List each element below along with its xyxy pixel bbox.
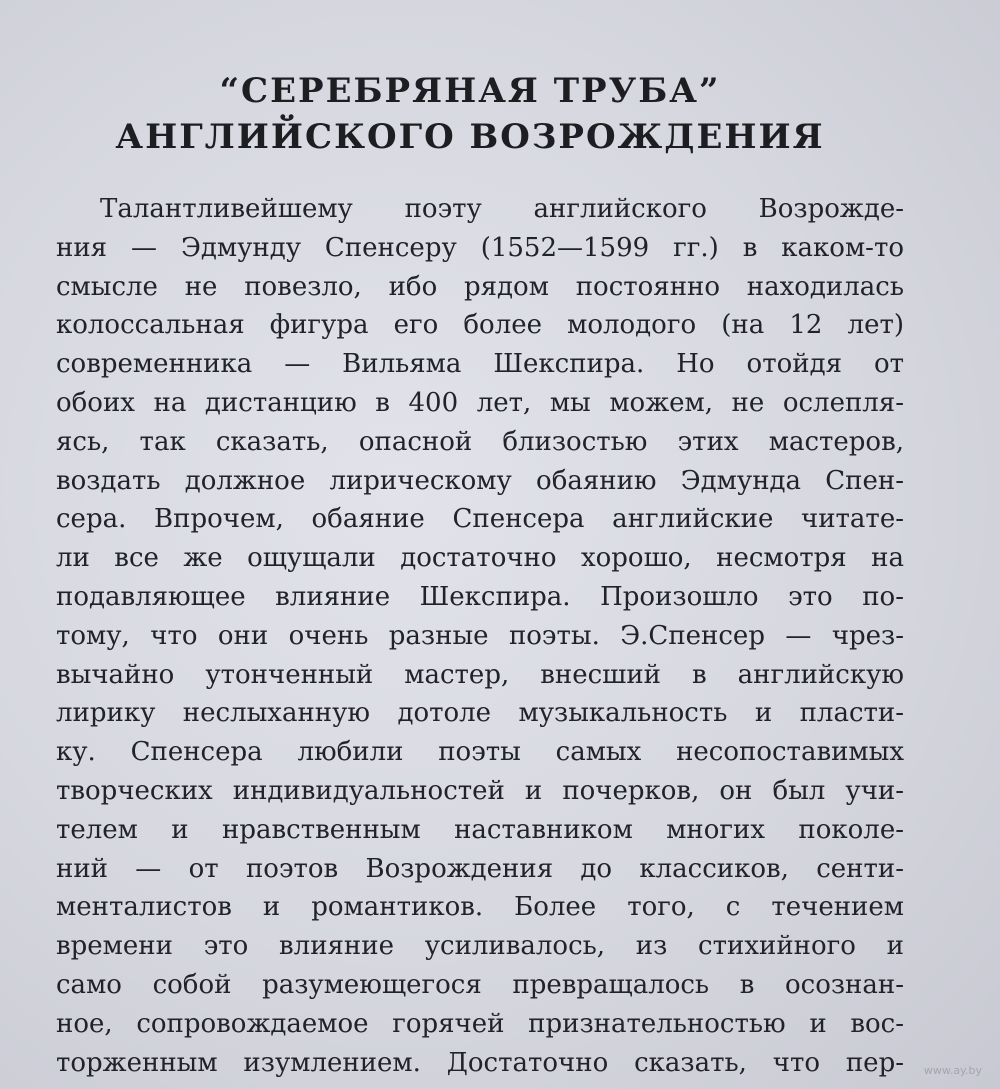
text-line: Талантливейшему поэту английского Возрожде- xyxy=(100,194,904,224)
text-line: ку. Спенсера любили поэты самых несопоставимых xyxy=(56,737,904,768)
text-line: сера. Впрочем, обаяние Спенсера английские читате- xyxy=(56,504,904,535)
text-line: ний — от поэтов Возрождения до классиков, сенти- xyxy=(56,853,904,884)
text-line: менталистов и романтиков. Более того, с течением xyxy=(56,892,904,923)
text-line: обоих на дистанцию в 400 лет, мы можем, не ослепля- xyxy=(56,387,904,418)
text-line: торженным изумлением. Достаточно сказать, что пер- xyxy=(56,1047,904,1078)
text-line: современника — Вильяма Шекспира. Но отойдя от xyxy=(56,349,904,380)
body-paragraph xyxy=(56,190,904,1082)
text-line: подавляющее влияние Шекспира. Произошло это по- xyxy=(56,581,904,612)
text-line: времени это влияние усиливалось, из стихийного и xyxy=(56,931,904,962)
text-line: ли все же ощущали достаточно хорошо, несмотря на xyxy=(56,543,904,574)
text-line: вычайно утонченный мастер, внесший в английскую xyxy=(56,659,904,690)
text-line: ясь, так сказать, опасной близостью этих мастеров, xyxy=(56,426,904,457)
text-line: само собой разумеющегося превращалось в осознан- xyxy=(56,969,904,1000)
text-line: лирику неслыханную дотоле музыкальность и пласти- xyxy=(56,698,904,729)
chapter-title xyxy=(0,68,940,160)
site-watermark: www.ay.by xyxy=(923,1064,982,1077)
text-line: колоссальная фигура его более молодого (на 12 лет) xyxy=(56,310,904,341)
text-line: тому, что они очень разные поэты. Э.Спенсер — чрез- xyxy=(56,620,904,651)
chapter-title-line-1: “СЕРЕБРЯНАЯ ТРУБА” xyxy=(219,71,721,111)
text-line: воздать должное лирическому обаянию Эдмунда Спен- xyxy=(56,465,904,496)
text-line: телем и нравственным наставником многих поколе- xyxy=(56,814,904,845)
text-line: смысле не повезло, ибо рядом постоянно находилась xyxy=(56,271,904,302)
chapter-title-line-2: АНГЛИЙСКОГО ВОЗРОЖДЕНИЯ xyxy=(115,117,825,157)
text-line: творческих индивидуальностей и почерков, он был учи- xyxy=(56,775,904,806)
text-line: ния — Эдмунду Спенсеру (1552—1599 гг.) в каком-то xyxy=(56,232,904,263)
text-line: ное, сопровождаемое горячей признательностью и вос- xyxy=(56,1008,904,1039)
